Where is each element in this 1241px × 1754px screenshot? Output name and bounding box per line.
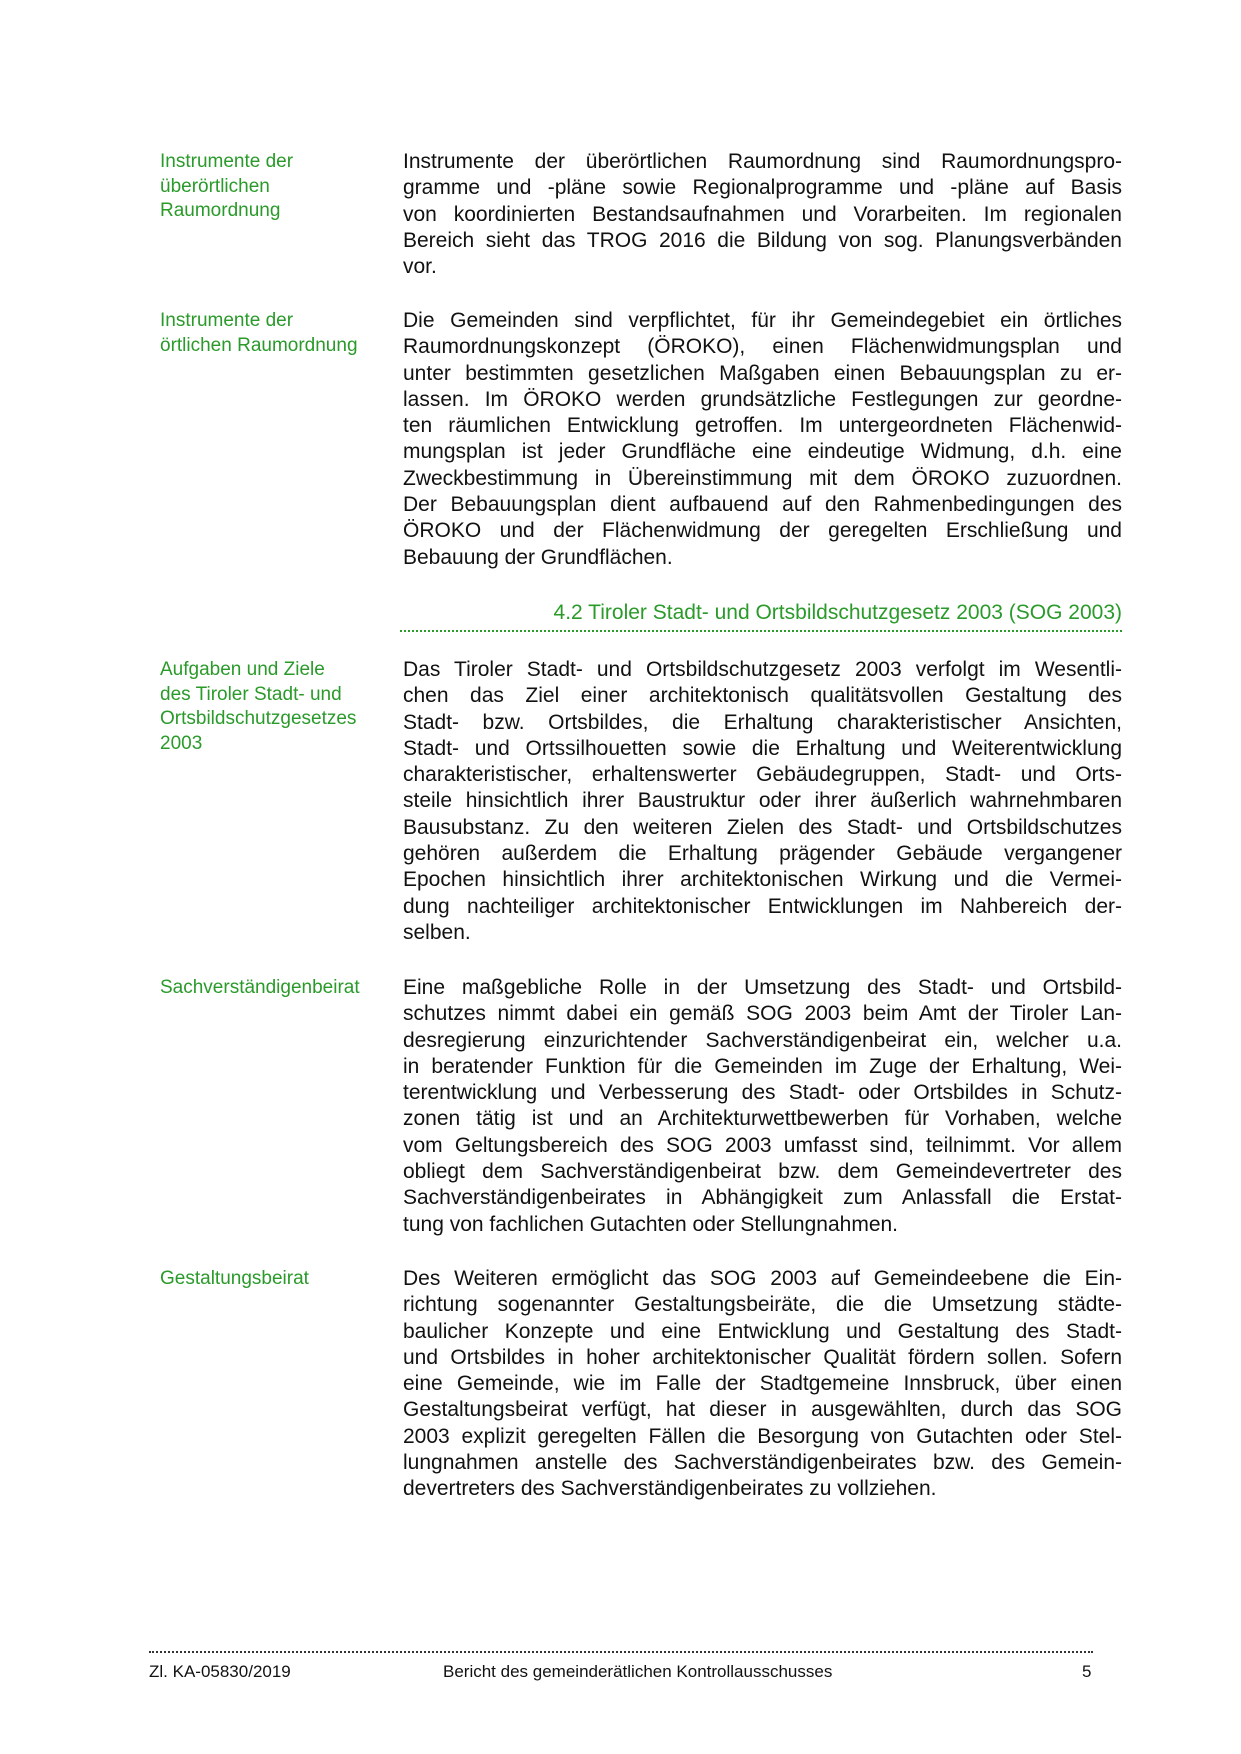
paragraph-ueberoertliche-raumordnung [403,149,1122,280]
margin-label-line: Aufgaben und Ziele [160,659,325,680]
paragraph-line: obliegt dem Sachverständigenbeirat bzw. dem Gemeindevertreter des [403,1160,1122,1184]
paragraph-sachverstaendigenbeirat [403,975,1122,1238]
paragraph-line: Der Bebauungsplan dient aufbauend auf den Rahmenbedingungen des [403,493,1122,517]
paragraph-line: lungnahmen anstelle des Sachverständigenbeirates bzw. des Gemein- [403,1451,1122,1475]
paragraph-line: Eine maßgebliche Rolle in der Umsetzung des Stadt- und Ortsbild- [403,976,1122,999]
paragraph-line: Bausubstanz. Zu den weiteren Zielen des Stadt- und Ortsbildschutzes [403,815,1122,839]
margin-label-line: Sachverständigenbeirat [160,977,360,998]
page-number: 5 [1082,1662,1092,1681]
paragraph-line: gehören außerdem die Erhaltung prägender Gebäude vergangener [403,842,1122,866]
paragraph-line: eine Gemeinde, wie im Falle der Stadtgemeine Innsbruck, über einen [403,1372,1122,1396]
paragraph-line: mungsplan ist jeder Grundfläche eine eindeutige Widmung, d.h. eine [403,440,1122,464]
paragraph-line: ÖROKO und der Flächenwidmung der geregelten Erschließung und [403,519,1122,543]
paragraph-line: richtung sogenannter Gestaltungsbeiräte, die die Umsetzung städte- [403,1293,1122,1317]
paragraph-line: Des Weiteren ermöglicht das SOG 2003 auf Gemeindeebene die Ein- [403,1267,1122,1290]
paragraph-line: baulicher Konzepte und eine Entwicklung und Gestaltung des Stadt- [403,1319,1122,1343]
paragraph-line: Gestaltungsbeirat verfügt, hat dieser in ausgewählten, durch das SOG [403,1398,1122,1422]
paragraph-line: chen das Ziel einer architektonisch qualitätsvollen Gestaltung des [403,684,1122,708]
heading-divider [400,630,1122,632]
paragraph-line: gramme und -pläne sowie Regionalprogramme und -pläne auf Basis [403,176,1122,200]
paragraph-line: von koordinierten Bestandsaufnahmen und Vorarbeiten. Im regionalen [403,202,1122,226]
paragraph-line: Die Gemeinden sind verpflichtet, für ihr Gemeindegebiet ein örtliches [403,309,1122,332]
paragraph-line: Bebauung der Grundflächen. [403,545,673,569]
paragraph-line: selben. [403,920,471,944]
margin-label-line: 2003 [160,732,203,754]
paragraph-line: 2003 explizit geregelten Fällen die Besorgung von Gutachten oder Stel- [403,1424,1122,1448]
paragraph-line: desregierung einzurichtender Sachverständigenbeirat ein, welcher u.a. [403,1028,1122,1052]
paragraph-line: vor. [403,255,437,279]
paragraph-aufgaben-und-ziele [403,657,1122,946]
paragraph-line: ten räumlichen Entwicklung getroffen. Im untergeordneten Flächenwid- [403,414,1122,438]
footer-reference: Zl. KA-05830/2019 [149,1662,291,1681]
margin-label-line: überörtlichen [160,175,270,197]
paragraph-line: Bereich sieht das TROG 2016 die Bildung von sog. Planungsverbänden [403,228,1122,252]
paragraph-line: und Ortsbildes in hoher architektonischer Qualität fördern sollen. Sofern [403,1345,1122,1369]
footer-title: Bericht des gemeinderätlichen Kontrollausschusses [443,1662,833,1681]
paragraph-oertliche-raumordnung [403,308,1122,571]
paragraph-line: steile hinsichtlich ihrer Baustruktur oder ihrer äußerlich wahrnehmbaren [403,789,1122,813]
paragraph-line: Raumordnungskonzept (ÖROKO), einen Flächenwidmungsplan und [403,335,1122,359]
margin-label-ueberoertliche-raumordnung [160,150,390,224]
paragraph-line: Instrumente der überörtlichen Raumordnung sind Raumordnungspro- [403,150,1122,173]
margin-label-line: Instrumente der [160,151,294,172]
paragraph-line: Epochen hinsichtlich ihrer architektonischen Wirkung und die Vermei- [403,868,1122,892]
paragraph-line: dung nachteiliger architektonischer Entwicklungen im Nahbereich der- [403,894,1122,918]
paragraph-line: lassen. Im ÖROKO werden grundsätzliche Festlegungen zur geordne- [403,387,1122,411]
paragraph-line: Sachverständigenbeirates in Abhängigkeit zum Anlassfall die Erstat- [403,1186,1122,1210]
paragraph-line: schutzes nimmt dabei ein gemäß SOG 2003 beim Amt der Tiroler Lan- [403,1002,1122,1026]
margin-label-oertliche-raumordnung [160,309,390,358]
paragraph-line: Zweckbestimmung in Übereinstimmung mit dem ÖROKO zuzuordnen. [403,466,1122,490]
margin-label-line: Ortsbildschutzgesetzes [160,708,357,730]
paragraph-line: unter bestimmten gesetzlichen Maßgaben einen Bebauungsplan zu er- [403,361,1122,385]
section-heading: 4.2 Tiroler Stadt- und Ortsbildschutzgesetz 2003 (SOG 2003) [553,601,1122,624]
margin-label-line: des Tiroler Stadt- und [160,683,342,705]
paragraph-line: terentwicklung und Verbesserung des Stadt- oder Ortsbildes in Schutz- [403,1081,1122,1105]
paragraph-line: Stadt- und Ortssilhouetten sowie die Erhaltung und Weiterentwicklung [403,736,1122,760]
paragraph-line: vom Geltungsbereich des SOG 2003 umfasst sind, teilnimmt. Vor allem [403,1133,1122,1157]
margin-label-line: Raumordnung [160,200,281,222]
margin-label-sachverstaendigenbeirat [160,976,390,1001]
paragraph-line: Stadt- bzw. Ortsbildes, die Erhaltung charakteristischer Ansichten, [403,710,1122,734]
paragraph-line: zonen tätig ist und an Architekturwettbewerben für Vorhaben, welche [403,1107,1122,1131]
footer-divider [149,1651,1093,1653]
paragraph-line: tung von fachlichen Gutachten oder Stellungnahmen. [403,1212,899,1236]
margin-label-line: Instrumente der [160,310,294,331]
margin-label-line: örtlichen Raumordnung [160,334,358,356]
paragraph-line: Das Tiroler Stadt- und Ortsbildschutzgesetz 2003 verfolgt im Wesentli- [403,658,1122,681]
margin-label-gestaltungsbeirat [160,1267,390,1292]
margin-label-line: Gestaltungsbeirat [160,1268,309,1289]
paragraph-line: in beratender Funktion für die Gemeinden im Zuge der Erhaltung, Wei- [403,1054,1122,1078]
paragraph-line: devertreters des Sachverständigenbeirates zu vollziehen. [403,1477,937,1501]
paragraph-gestaltungsbeirat [403,1266,1122,1503]
margin-label-aufgaben-und-ziele [160,658,390,756]
paragraph-line: charakteristischer, erhaltenswerter Gebäudegruppen, Stadt- und Orts- [403,763,1122,787]
